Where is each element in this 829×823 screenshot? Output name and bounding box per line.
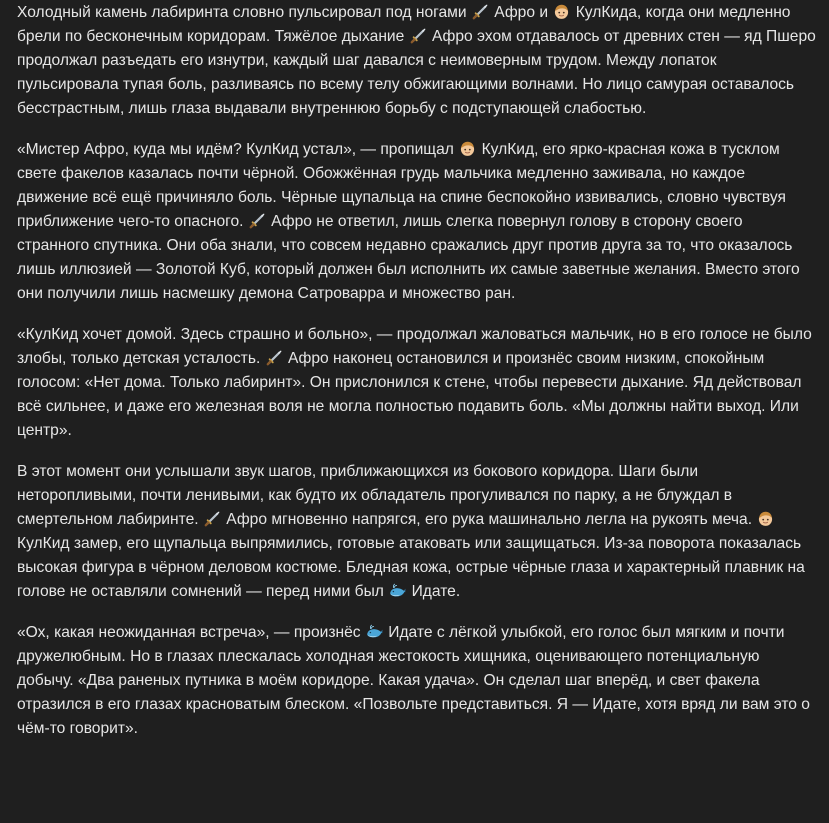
text-segment: КулКид замер, его щупальца выпрямились, готовые атаковать или защищаться. Из-за поворота показалась высокая фигура в чёрном деловом костюме. Бледная кожа, острые чёрные глаза и характерный плавник на голове не оставляли сомнений — перед ними был xyxy=(17,535,805,600)
story-paragraph xyxy=(17,138,817,306)
whale-icon xyxy=(366,623,383,640)
dagger-icon xyxy=(249,212,266,229)
text-segment: Идате с лёгкой улыбкой, его голос был мягким и почти дружелюбным. Но в глазах плескалась холодная жестокость хищника, оценивающего потенциальную добычу. «Два раненых путника в моём коридоре. Какая удача». Он сделал шаг вперёд, и свет факела отразился в его глазах красноватым блеском. «Позвольте представиться. Я — Идате, хотя вряд ли вам это о чём-то говорит». xyxy=(17,624,810,737)
text-segment: Афро не ответил, лишь слегка повернул голову в сторону своего странного спутника. Они оба знали, что совсем недавно сражались друг против друга за то, что оказалось лишь иллюзией — Золотой Куб, который должен был исполнить их самые заветные желания. Вместо этого они получили лишь насмешку демона Сатроварра и множество ран. xyxy=(17,213,800,302)
story-paragraph xyxy=(17,621,817,741)
text-segment: Афро и xyxy=(489,4,553,21)
whale-icon xyxy=(389,582,406,599)
text-segment: Идате. xyxy=(407,583,461,600)
dagger-icon xyxy=(410,27,427,44)
text-segment: «Мистер Афро, куда мы идём? КулКид устал», — пропищал xyxy=(17,141,459,158)
text-segment: Афро мгновенно напрягся, его рука машинально легла на рукоять меча. xyxy=(221,511,757,528)
dagger-icon xyxy=(204,510,221,527)
text-segment: «Ох, какая неожиданная встреча», — произнёс xyxy=(17,624,365,641)
boy-face-icon xyxy=(757,510,774,527)
text-segment: В этот момент они услышали звук шагов, приближающихся из бокового коридора. Шаги были неторопливыми, почти ленивыми, как будто их обладатель прогуливался по парку, а не блуждал в смертельном лабиринте. xyxy=(17,463,733,528)
story-paragraph xyxy=(17,1,817,121)
text-segment: КулКид, его ярко-красная кожа в тусклом свете факелов казалась почти чёрной. Обожжённая грудь мальчика медленно заживала, но каждое движение всё ещё причиняло боль. Чёрные щупальца на спине беспокойно извивались, словно чувствуя приближение чего-то опасного. xyxy=(17,141,786,230)
text-segment: КулКида, когда они медленно брели по бесконечным коридорам. Тяжёлое дыхание xyxy=(17,4,791,45)
story-paragraph xyxy=(17,323,817,443)
text-segment: Холодный камень лабиринта словно пульсировал под ногами xyxy=(17,4,471,21)
story-paragraph xyxy=(17,460,817,604)
boy-face-icon xyxy=(553,3,570,20)
dagger-icon xyxy=(472,3,489,20)
dagger-icon xyxy=(266,349,283,366)
text-segment: Афро наконец остановился и произнёс своим низким, спокойным голосом: «Нет дома. Только лабиринт». Он прислонился к стене, чтобы перевести дыхание. Яд действовал всё сильнее, и даже его железная воля не могла полностью подавить боль. «Мы должны найти выход. Или центр». xyxy=(17,350,802,439)
boy-face-icon xyxy=(459,140,476,157)
text-segment: «КулКид хочет домой. Здесь страшно и больно», — продолжал жаловаться мальчик, но в его голосе не было злобы, только детская усталость. xyxy=(17,326,812,367)
text-segment: Афро эхом отдавалось от древних стен — яд Пшеро продолжал разъедать его изнутри, каждый шаг давался с неимоверным трудом. Между лопаток пульсировала тупая боль, разливаясь по всему телу обжигающими волнами. Но лицо самурая оставалось бесстрастным, лишь глаза выдавали внутреннюю борьбу с подступающей слабостью. xyxy=(17,28,816,117)
story-text xyxy=(17,1,817,758)
